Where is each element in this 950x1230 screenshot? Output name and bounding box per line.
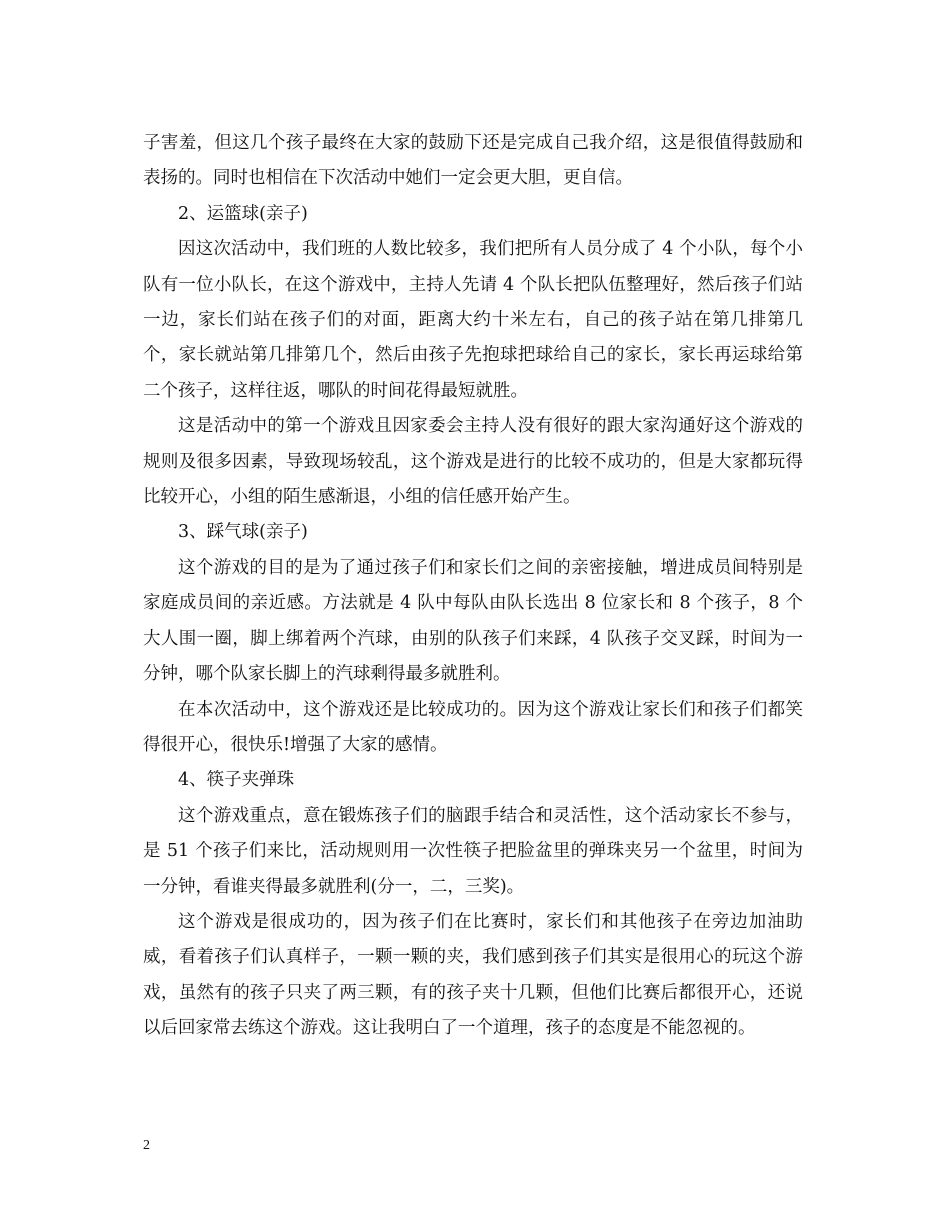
- paragraph-balloon-review: 在本次活动中，这个游戏还是比较成功的。因为这个游戏让家长们和孩子们都笑得很开心，很快乐!增强了大家的感情。: [143, 699, 803, 755]
- section-heading-chopsticks: 4、筷子夹弹珠: [178, 770, 295, 791]
- paragraph-balloon-rules: 这个游戏的目的是为了通过孩子们和家长们之间的亲密接触，增进成员间特别是家庭成员间的亲近感。方法就是 4 队中每队由队长选出 8 位家长和 8 个孩子，8 个大人围一圈，脚上绑着两个汽球，由别的队孩子们来踩，4 队孩子交叉踩，时间为一分钟，哪个队家长脚上的汽球剩得最多就胜利。: [143, 557, 803, 685]
- section-heading-basketball: 2、运篮球(亲子): [178, 203, 308, 224]
- paragraph-basketball-review: 这是活动中的第一个游戏且因家委会主持人没有很好的跟大家沟通好这个游戏的规则及很多因素，导致现场较乱，这个游戏是进行的比较不成功的，但是大家都玩得比较开心，小组的陌生感渐退，小组的信任感开始产生。: [143, 416, 803, 508]
- section-heading-balloon: 3、踩气球(亲子): [178, 522, 308, 543]
- paragraph-continuation: 子害羞，但这几个孩子最终在大家的鼓励下还是完成自己我介绍，这是很值得鼓励和表扬的。同时也相信在下次活动中她们一定会更大胆，更自信。: [143, 133, 803, 189]
- document-body: [143, 126, 803, 1047]
- paragraph-chopsticks-rules: 这个游戏重点，意在锻炼孩子们的脑跟手结合和灵活性，这个活动家长不参与，是 51 个孩子们来比，活动规则用一次性筷子把脸盆里的弹珠夹另一个盆里，时间为一分钟，看谁夹得最多就胜利(分一，二，三奖)。: [143, 805, 803, 897]
- page-number: 2: [143, 1138, 150, 1153]
- paragraph-basketball-rules: 因这次活动中，我们班的人数比较多，我们把所有人员分成了 4 个小队，每个小队有一位小队长，在这个游戏中，主持人先请 4 个队长把队伍整理好，然后孩子们站一边，家长们站在孩子们的对面，距离大约十米左右，自己的孩子站在第几排第几个，家长就站第几排第几个，然后由孩子先抱球把球给自己的家长，家长再运球给第二个孩子，这样往返，哪队的时间花得最短就胜。: [143, 239, 803, 401]
- paragraph-chopsticks-review: 这个游戏是很成功的，因为孩子们在比赛时，家长们和其他孩子在旁边加油助威，看着孩子们认真样子，一颗一颗的夹，我们感到孩子们其实是很用心的玩这个游戏，虽然有的孩子只夹了两三颗，有的孩子夹十几颗，但他们比赛后都很开心，还说以后回家常去练这个游戏。这让我明白了一个道理，孩子的态度是不能忽视的。: [143, 911, 803, 1039]
